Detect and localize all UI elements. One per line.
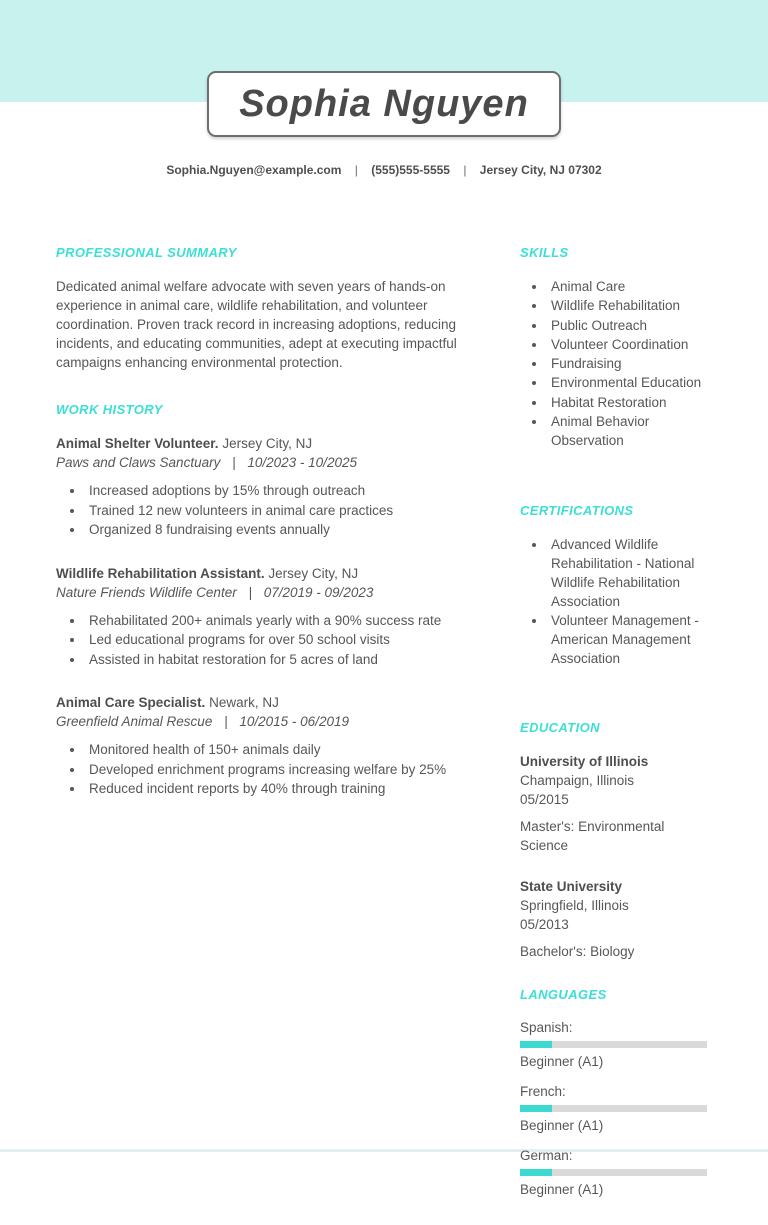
contact-separator: | <box>354 163 358 177</box>
section-education <box>520 720 712 961</box>
language-entry <box>520 1019 712 1071</box>
job-title-line <box>56 693 460 712</box>
language-level: Beginner (A1) <box>520 1117 604 1133</box>
spacer <box>520 477 712 503</box>
spacer <box>520 694 712 720</box>
job-separator: | <box>248 584 252 600</box>
left-column <box>56 245 460 1225</box>
skills-list <box>532 277 712 451</box>
job-company: Nature Friends Wildlife Center <box>56 584 237 600</box>
summary-heading: PROFESSIONAL SUMMARY <box>56 245 237 260</box>
job-location: Newark, NJ <box>209 695 279 710</box>
school-city: Springfield, Illinois <box>520 897 629 913</box>
job-bullet: • Organized 8 fundraising events annually <box>85 520 460 540</box>
work-history-heading: WORK HISTORY <box>56 402 163 417</box>
skills-heading: SKILLS <box>520 245 569 260</box>
section-work-history <box>56 402 460 799</box>
skill-item: • Wildlife Rehabilitation <box>547 296 712 315</box>
job-location: Jersey City, NJ <box>222 436 313 451</box>
job-bullet: • Assisted in habitat restoration for 5 acres of land <box>85 650 460 670</box>
job-bullet: • Increased adoptions by 15% through outreach <box>85 481 460 501</box>
job-entry <box>56 693 460 799</box>
job-bullet: • Monitored health of 150+ animals daily <box>85 740 460 760</box>
job-company: Paws and Claws Sanctuary <box>56 455 221 470</box>
job-bullet: • Developed enrichment programs increasing welfare by 25% <box>85 760 460 780</box>
certifications-list <box>532 535 712 668</box>
page-title: Sophia Nguyen <box>239 82 529 125</box>
job-bullet: • Trained 12 new volunteers in animal care practices <box>85 501 460 521</box>
skill-item: • Habitat Restoration <box>547 393 712 412</box>
skill-item: • Animal Care <box>547 277 712 296</box>
job-entry <box>56 564 460 670</box>
language-progress-track <box>520 1041 707 1048</box>
language-progress-track <box>520 1169 707 1176</box>
certification-item: • Advanced Wildlife Rehabilitation - National Wildlife Rehabilitation Association <box>547 535 712 611</box>
job-company: Greenfield Animal Rescue <box>56 714 213 729</box>
job-bullets <box>68 740 460 799</box>
job-company-line <box>56 712 460 731</box>
education-entry <box>520 877 712 934</box>
school-degree: Master's: Environmental Science <box>520 818 665 853</box>
school-date: 05/2013 <box>520 916 569 932</box>
job-bullets <box>68 611 460 670</box>
job-bullet: • Led educational programs for over 50 school visits <box>85 630 460 650</box>
contact-location: Jersey City, NJ 07302 <box>479 163 602 177</box>
job-company-line <box>56 453 460 472</box>
job-company-line <box>56 583 460 602</box>
contact-line <box>0 163 768 177</box>
school-name: University of Illinois <box>520 753 649 769</box>
school-degree: Bachelor's: Biology <box>520 943 635 959</box>
contact-separator: | <box>463 163 467 177</box>
job-location: Jersey City, NJ <box>268 565 359 581</box>
contact-email: Sophia.Nguyen@example.com <box>166 163 342 177</box>
school-date: 05/2015 <box>520 791 569 807</box>
section-certifications <box>520 503 712 668</box>
language-level: Beginner (A1) <box>520 1053 604 1069</box>
job-dates: 10/2023 - 10/2025 <box>247 455 357 470</box>
section-professional-summary <box>56 245 460 372</box>
job-title-line <box>56 564 460 583</box>
language-name: French: <box>520 1083 566 1099</box>
job-dates: 10/2015 - 06/2019 <box>239 714 349 729</box>
right-column <box>520 245 712 1225</box>
education-entry <box>520 752 712 809</box>
skill-item: • Fundraising <box>547 354 712 373</box>
job-entry <box>56 434 460 540</box>
job-title: Animal Care Specialist. <box>56 695 206 710</box>
language-level: Beginner (A1) <box>520 1181 604 1197</box>
job-separator: | <box>232 455 236 470</box>
certifications-heading: CERTIFICATIONS <box>520 502 634 518</box>
language-progress-fill <box>520 1041 552 1048</box>
name-box <box>207 71 561 137</box>
education-heading: EDUCATION <box>520 719 600 735</box>
skill-item: • Environmental Education <box>547 373 712 392</box>
language-progress-track <box>520 1105 707 1112</box>
school-name: State University <box>520 878 623 894</box>
language-name: German: <box>520 1147 573 1163</box>
skill-item: • Animal Behavior Observation <box>547 412 712 451</box>
job-title-line <box>56 434 460 453</box>
languages-heading: LANGUAGES <box>520 986 607 1002</box>
language-entry <box>520 1147 712 1199</box>
job-dates: 07/2019 - 09/2023 <box>263 584 374 600</box>
section-skills <box>520 245 712 451</box>
summary-text: Dedicated animal welfare advocate with seven years of hands-on experience in animal care, wildlife rehabilitation, and volunteer coordination. Proven track record in increasing adoptions, reducing incidents, and educating communities, adept at executing impactful campaigns enhancing environmental protection. <box>56 279 457 370</box>
skill-item: • Public Outreach <box>547 316 712 335</box>
language-progress-fill <box>520 1169 552 1176</box>
language-name: Spanish: <box>520 1019 573 1035</box>
job-bullets <box>68 481 460 540</box>
section-languages <box>520 987 712 1199</box>
contact-phone: (555)555-5555 <box>371 163 450 177</box>
job-title: Animal Shelter Volunteer. <box>56 436 219 451</box>
language-entry <box>520 1083 712 1135</box>
job-separator: | <box>224 714 228 729</box>
language-progress-fill <box>520 1105 552 1112</box>
resume-body <box>56 245 712 1225</box>
job-bullet: • Reduced incident reports by 40% through training <box>85 779 460 799</box>
job-bullet: • Rehabilitated 200+ animals yearly with a 90% success rate <box>85 611 460 631</box>
skill-item: • Volunteer Coordination <box>547 335 712 354</box>
job-title: Wildlife Rehabilitation Assistant. <box>56 565 265 581</box>
certification-item: • Volunteer Management - American Management Association <box>547 611 712 668</box>
school-city: Champaign, Illinois <box>520 772 635 788</box>
